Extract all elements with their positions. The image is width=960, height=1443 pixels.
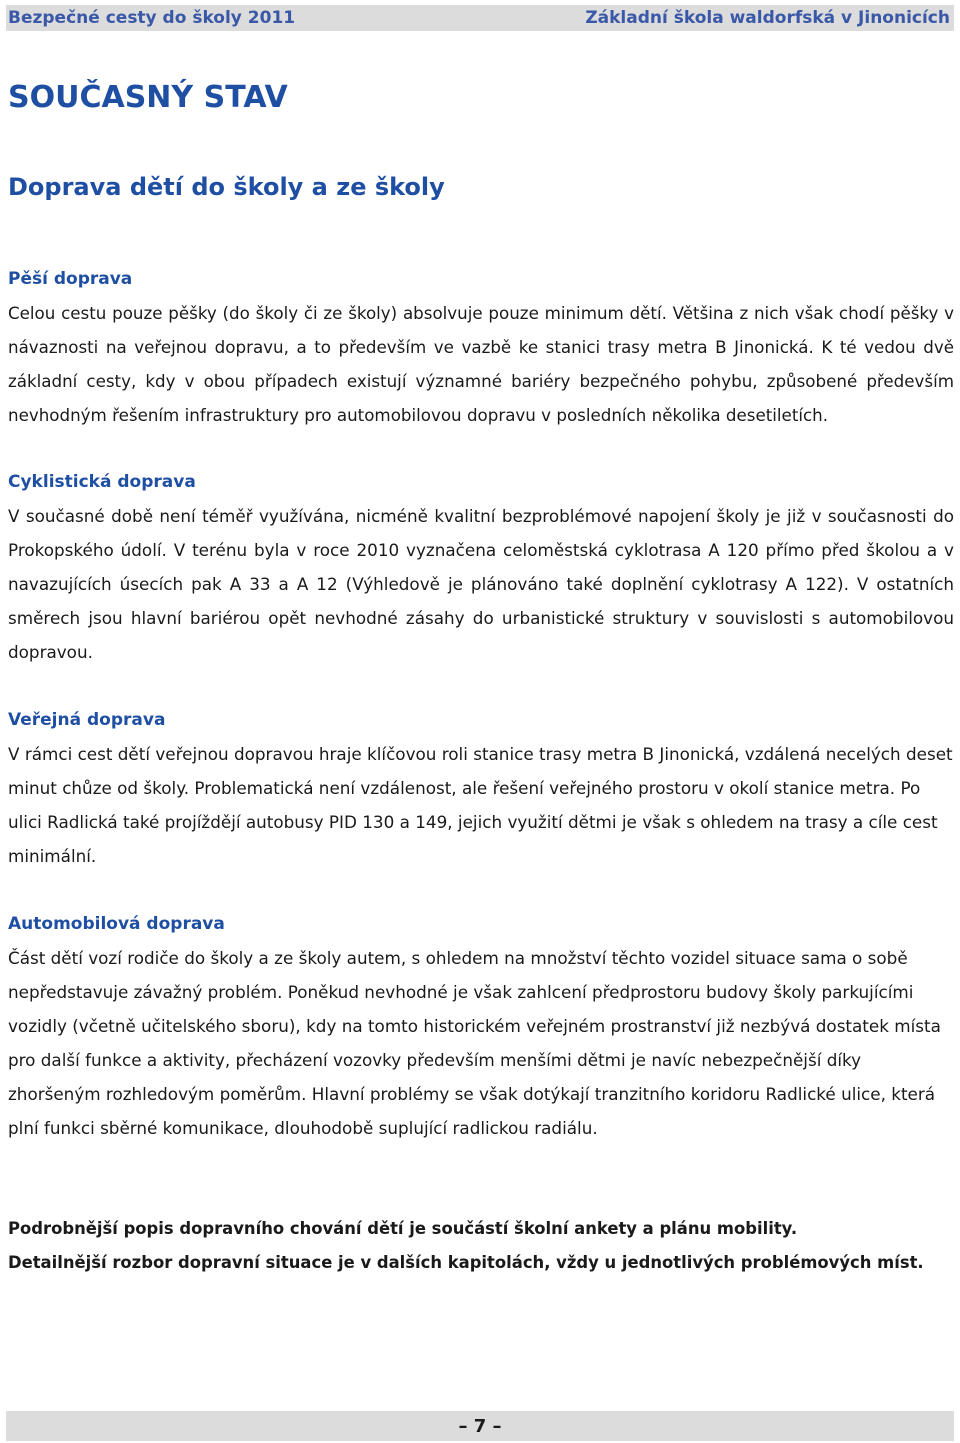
closing-notes	[8, 1212, 954, 1280]
header-school-name: Základní škola waldorfská v Jinonicích	[585, 8, 950, 28]
section-body-car-transport: Část dětí vozí rodiče do školy a ze školy autem, s ohledem na množství těchto vozidel situace sama o sobě nepředstavuje závažný problém. Poněkud nevhodné je však zahlcení předprostoru budovy školy parkujícími vozidly (včetně učitelského sboru), kdy na tomto historickém veřejném prostranství již nezbývá dostatek místa pro další funkce a aktivity, přecházení vozovky především menšími dětmi je navíc nebezpečnější díky zhoršeným rozhledovým poměrům. Hlavní problémy se však dotýkají tranzitního koridoru Radlické ulice, která plní funkci sběrné komunikace, dlouhodobě suplující radlickou radiálu.	[8, 948, 941, 1138]
section-body-pedestrian: Celou cestu pouze pěšky (do školy či ze školy) absolvuje pouze minimum dětí. Většina z nich však chodí pěšky v návaznosti na veřejnou dopravu, a to především ve vazbě ke stanici trasy metra B Jinonická. K té vedou dvě základní cesty, kdy v obou případech existují významné bariéry bezpečného pohybu, způsobené především nevhodným řešením infrastruktury pro automobilovou dopravu v posledních několika desetiletích.	[8, 303, 954, 425]
section-heading-car-transport: Automobilová doprava	[8, 914, 225, 934]
section-car-transport	[8, 907, 954, 1145]
section-heading-cycling: Cyklistická doprava	[8, 472, 196, 492]
section-cycling	[8, 465, 954, 669]
page-header	[6, 5, 954, 31]
page-footer	[6, 1411, 954, 1441]
page-number: – 7 –	[458, 1415, 502, 1437]
section-pedestrian	[8, 262, 954, 432]
section-public-transport	[8, 703, 954, 873]
page-title: SOUČASNÝ STAV	[8, 80, 288, 115]
header-project-title: Bezpečné cesty do školy 2011	[8, 8, 296, 28]
section-subtitle: Doprava dětí do školy a ze školy	[8, 173, 445, 201]
section-body-public-transport: V rámci cest dětí veřejnou dopravou hraje klíčovou roli stanice trasy metra B Jinonická, vzdálená necelých deset minut chůze od školy. Problematická není vzdálenost, ale řešení veřejného prostoru v okolí stanice metra. Po ulici Radlická také projíždějí autobusy PID 130 a 149, jejich využití dětmi je však s ohledem na trasy a cíle cest minimální.	[8, 744, 953, 866]
note-survey: Podrobnější popis dopravního chování dětí je součástí školní ankety a plánu mobility.	[8, 1219, 798, 1238]
section-heading-pedestrian: Pěší doprava	[8, 269, 133, 289]
note-analysis: Detailnější rozbor dopravní situace je v dalších kapitolách, vždy u jednotlivých problémových míst.	[8, 1253, 924, 1272]
section-heading-public-transport: Veřejná doprava	[8, 710, 166, 730]
section-body-cycling: V současné době není téměř využívána, nicméně kvalitní bezproblémové napojení školy je již v současnosti do Prokopského údolí. V terénu byla v roce 2010 vyznačena celoměstská cyklotrasa A 120 přímo před školou a v navazujících úsecích pak A 33 a A 12 (Výhledově je plánováno také doplnění cyklotrasy A 122). V ostatních směrech jsou hlavní bariérou opět nevhodné zásahy do urbanistické struktury v souvislosti s automobilovou dopravou.	[8, 506, 954, 662]
